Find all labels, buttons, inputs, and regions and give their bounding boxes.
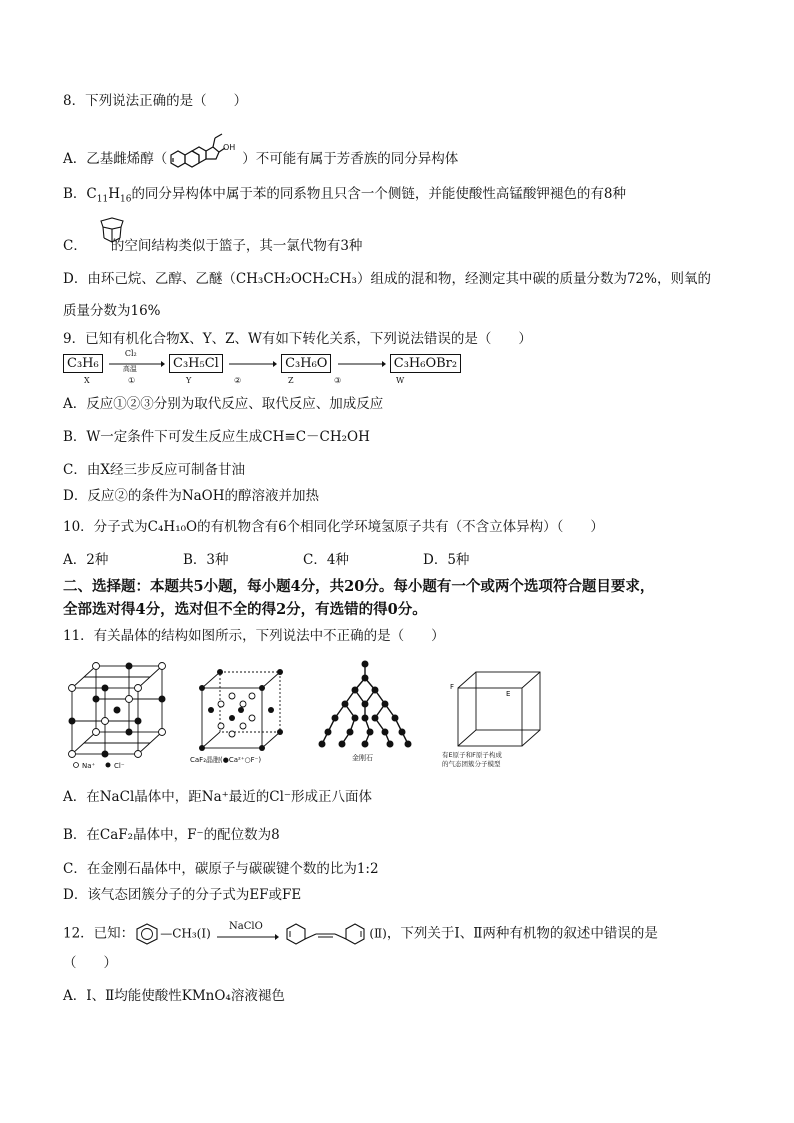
q8-b-sub2: 16 <box>119 194 132 205</box>
q9-option-b: B．W一定条件下可发生反应生成CH≡C－CH₂OH <box>63 429 370 445</box>
box-x: C₃H₆ <box>63 354 103 373</box>
q9-option-a: A．反应①②③分别为取代反应、取代反应、加成反应 <box>63 396 384 412</box>
q9-stem: 9．已知有机化合物X、Y、Z、W有如下转化关系，下列说法错误的是（ ） <box>63 331 532 347</box>
diamond-caption: 金刚石 <box>352 754 373 762</box>
arrow-1-mid: 高温 <box>122 364 137 373</box>
box-w: C₃H₆OBr₂ <box>390 354 461 373</box>
steroid-structure-icon <box>165 118 245 170</box>
q8-b-post: 的同分异构体中属于苯的同系物且只含一个侧链，并能使酸性高锰酸钾褪色的有8种 <box>131 186 627 202</box>
q12-product-label: (Ⅱ) <box>369 926 387 941</box>
nacl-lattice-figure <box>62 658 174 770</box>
q12-ch3-label: —CH₃(Ⅰ) <box>160 926 211 941</box>
caf2-caption: CaF₂晶胞(●Ca²⁺○F⁻) <box>190 756 262 764</box>
cluster-caption-1: 有E原子和F原子构成 <box>442 751 502 759</box>
q12-reaction-arrow <box>215 921 279 943</box>
q8-option-d-line1: D．由环己烷、乙醇、乙醚（CH₃CH₂OCH₂CH₃）组成的混和物，经测定其中碳的质量分数为72%，则氧的 <box>63 271 711 287</box>
q8-c-prefix: C． <box>63 238 87 254</box>
section2-line1: 二、选择题：本题共5小题，每小题4分，共20分。每小题有一个或两个选项符合题目要求， <box>63 578 655 595</box>
q8-option-a-pre: A．乙基雌烯醇（ <box>63 151 168 167</box>
legend-cl-label: Cl⁻ <box>114 762 125 770</box>
q8-b-sub1: 11 <box>96 194 109 205</box>
legend-na-label: Na⁺ <box>82 762 96 770</box>
q8-option-d-line2: 质量分数为16% <box>63 303 161 319</box>
q8-b-prefix: B．C <box>63 186 97 202</box>
stilbene-icon <box>283 921 369 947</box>
q11-option-a: A．在NaCl晶体中，距Na⁺最近的Cl⁻形成正八面体 <box>63 789 373 805</box>
q11-option-b: B．在CaF₂晶体中，F⁻的配位数为8 <box>63 827 280 843</box>
q8-stem: 8．下列说法正确的是（ ） <box>63 93 248 109</box>
q11-stem: 11．有关晶体的结构如图所示，下列说法中不正确的是（ ） <box>63 628 445 644</box>
q10-choice-c: C．4种 <box>303 552 349 568</box>
arrow-2 <box>227 355 277 373</box>
caf2-lattice-figure <box>188 666 292 766</box>
q8-c-post: 的空间结构类似于篮子，其一氯代物有3种 <box>110 238 363 254</box>
q12-paren: （ ） <box>63 955 117 971</box>
q11-option-d: D．该气态团簇分子的分子式为EF或FE <box>63 887 302 903</box>
arrow-1 <box>107 348 165 373</box>
label-x: X <box>84 376 90 385</box>
q9-option-d: D．反应②的条件为NaOH的醇溶液并加热 <box>63 488 320 504</box>
oh-label: OH <box>223 143 236 152</box>
label-w: W <box>396 376 405 385</box>
q11-option-c: C．在金刚石晶体中，碳原子与碳碳键个数的比为1:2 <box>63 861 379 877</box>
q12-stem <box>63 921 658 947</box>
label-step3: ③ <box>334 376 342 385</box>
q9-option-c: C．由X经三步反应可制备甘油 <box>63 462 245 478</box>
q10-choice-a: A．2种 <box>63 552 109 568</box>
box-z: C₃H₆O <box>281 354 331 373</box>
q12-option-a: A．Ⅰ、Ⅱ均能使酸性KMnO₄溶液褪色 <box>63 988 285 1004</box>
cluster-caption-2: 的气态团簇分子模型 <box>442 760 501 768</box>
q8-b-h: H <box>108 186 120 202</box>
diamond-structure-figure <box>310 658 420 766</box>
q8-option-c <box>63 237 362 255</box>
label-y: Y <box>186 376 192 385</box>
q10-choices <box>63 551 543 569</box>
q12-reagent: NaClO <box>229 921 263 932</box>
box-y: C₃H₅Cl <box>169 354 223 373</box>
label-z: Z <box>288 376 294 385</box>
toluene-ring-icon <box>134 922 160 946</box>
arrow-3 <box>336 355 386 373</box>
label-f: F <box>450 683 455 691</box>
section2-line2: 全部选对得4分，选对但不全的得2分，有选错的得0分。 <box>63 601 427 618</box>
q8-option-b <box>63 185 626 203</box>
q8-option-a <box>63 150 458 168</box>
q10-choice-d: D．5种 <box>423 552 470 568</box>
q9-scheme-labels <box>0 376 794 388</box>
label-step1: ① <box>128 376 136 385</box>
cluster-molecule-figure <box>438 664 548 768</box>
q9-reaction-scheme <box>63 348 461 373</box>
q10-choice-b: B．3种 <box>183 552 229 568</box>
label-e: E <box>506 690 511 698</box>
q8-option-a-post: ）不可能有属于芳香族的同分异构体 <box>242 151 459 167</box>
label-step2: ② <box>234 376 242 385</box>
q12-stem-prefix: 12．已知： <box>63 925 135 942</box>
arrow-1-top: Cl₂ <box>124 348 137 358</box>
q10-stem: 10．分子式为C₄H₁₀O的有机物含有6个相同化学环境氢原子共有（不含立体异构）（ ） <box>63 519 604 535</box>
q12-stem-post: ，下列关于Ⅰ、Ⅱ两种有机物的叙述中错误的是 <box>386 925 658 942</box>
